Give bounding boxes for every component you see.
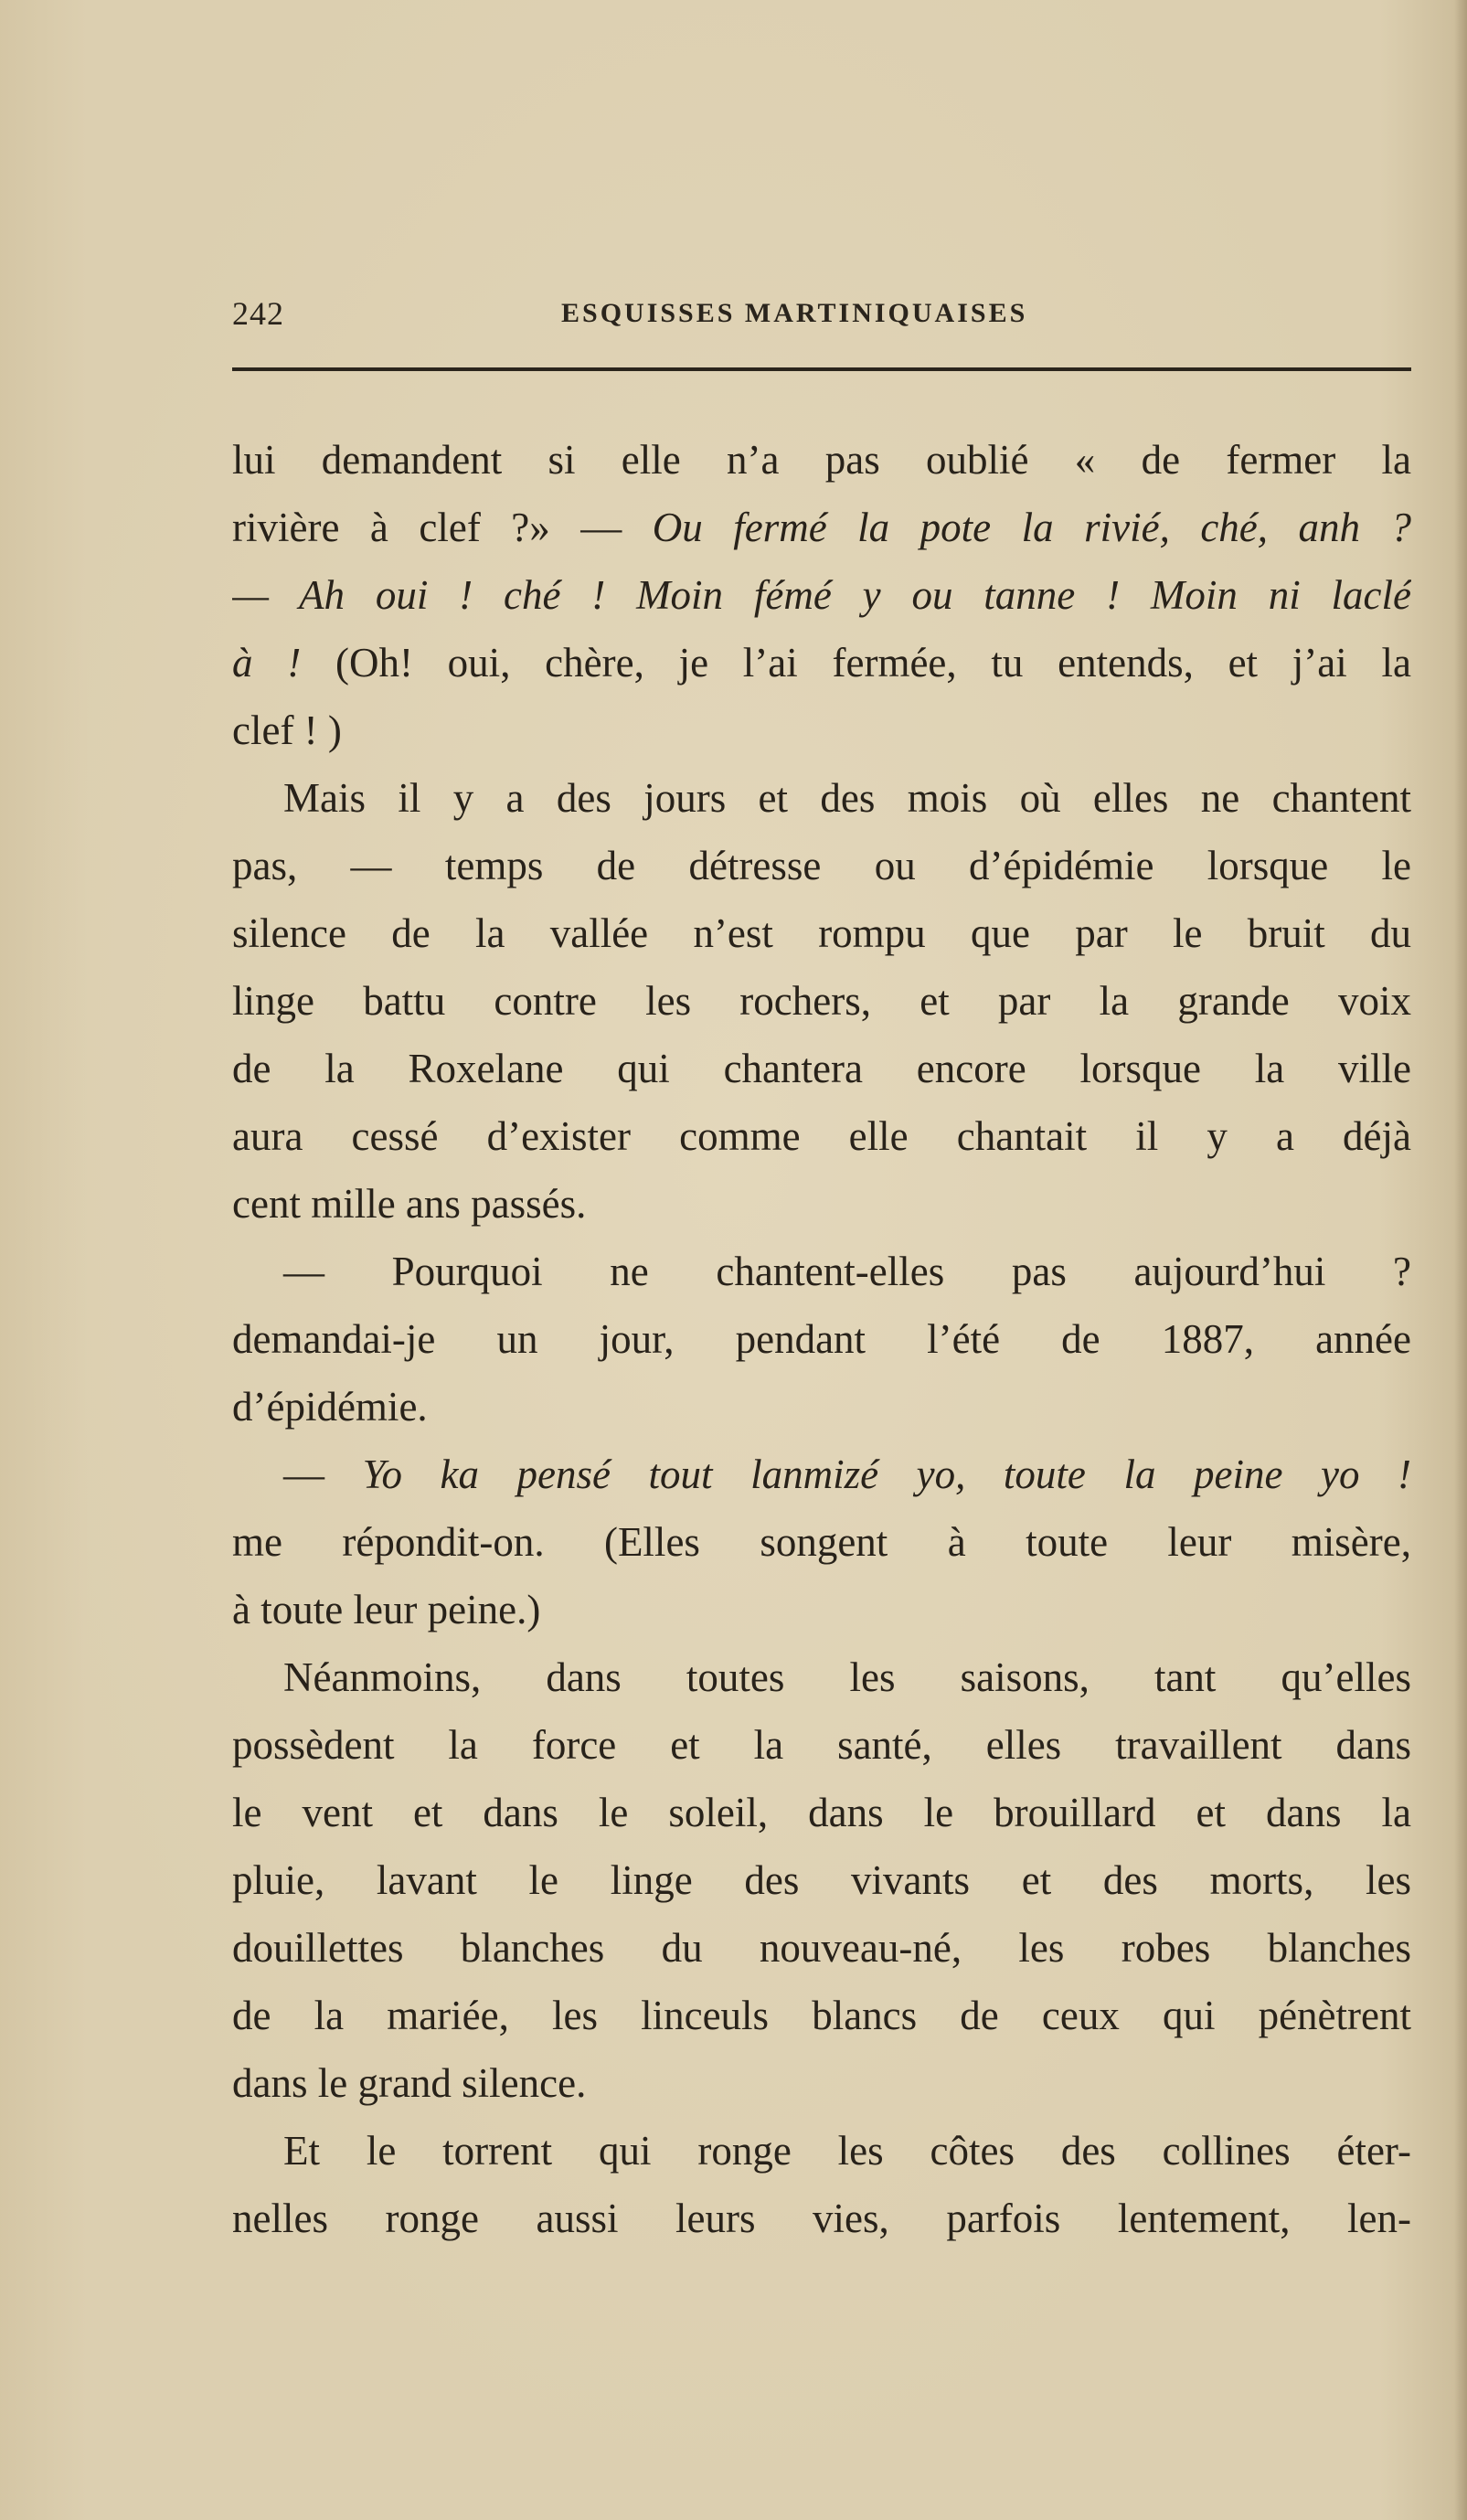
text-line: à toute leur peine.)	[232, 1587, 541, 1632]
text-line: le vent et dans le soleil, dans le brouillard et dans la	[232, 1790, 1411, 1835]
text-line: Et le torrent qui ronge les côtes des collines éter-	[283, 2128, 1411, 2174]
body-text	[232, 426, 1411, 2252]
text-line: clef ! )	[232, 707, 342, 753]
text-line: possèdent la force et la santé, elles travaillent dans	[232, 1722, 1411, 1768]
text-line: silence de la vallée n’est rompu que par le bruit du	[232, 910, 1411, 956]
text-line: pas, — temps de détresse ou d’épidémie lorsque le	[232, 843, 1411, 888]
text-line: Néanmoins, dans toutes les saisons, tant qu’elles	[283, 1654, 1411, 1700]
text-line: d’épidémie.	[232, 1384, 428, 1430]
text-line: — Yo ka pensé tout lanmizé yo, toute la peine yo !	[283, 1451, 1411, 1497]
text-line: cent mille ans passés.	[232, 1181, 587, 1227]
text-line: de la mariée, les linceuls blancs de ceux qui pénètrent	[232, 1993, 1411, 2038]
running-title: ESQUISSES MARTINIQUAISES	[561, 298, 1028, 328]
text-line: rivière à clef ?» — Ou fermé la pote la rivié, ché, anh ?	[232, 505, 1411, 550]
text-line: linge battu contre les rochers, et par la grande voix	[232, 978, 1411, 1024]
text-line: douillettes blanches du nouveau-né, les robes blanches	[232, 1925, 1411, 1971]
page-number: 242	[232, 295, 284, 332]
text-line: me répondit-on. (Elles songent à toute leur misère,	[232, 1519, 1411, 1565]
text-line: nelles ronge aussi leurs vies, parfois lentement, len-	[232, 2196, 1411, 2241]
header-rule	[232, 367, 1411, 371]
text-line: lui demandent si elle n’a pas oublié « de fermer la	[232, 437, 1411, 483]
text-line: à ! (Oh! oui, chère, je l’ai fermée, tu entends, et j’ai la	[232, 640, 1411, 686]
text-line: de la Roxelane qui chantera encore lorsque la ville	[232, 1046, 1411, 1091]
text-line: demandai-je un jour, pendant l’été de 1887, année	[232, 1316, 1411, 1362]
text-line: pluie, lavant le linge des vivants et des morts, les	[232, 1857, 1411, 1903]
text-line: — Pourquoi ne chantent-elles pas aujourd’hui ?	[283, 1249, 1411, 1294]
text-line: dans le grand silence.	[232, 2060, 587, 2106]
text-line: Mais il y a des jours et des mois où elles ne chantent	[283, 775, 1411, 821]
running-head	[232, 294, 1411, 340]
page-edge-shadow	[1454, 0, 1467, 2520]
text-line: — Ah oui ! ché ! Moin fémé y ou tanne ! Moin ni laclé	[232, 572, 1411, 618]
text-line: aura cessé d’exister comme elle chantait il y a déjà	[232, 1113, 1411, 1159]
